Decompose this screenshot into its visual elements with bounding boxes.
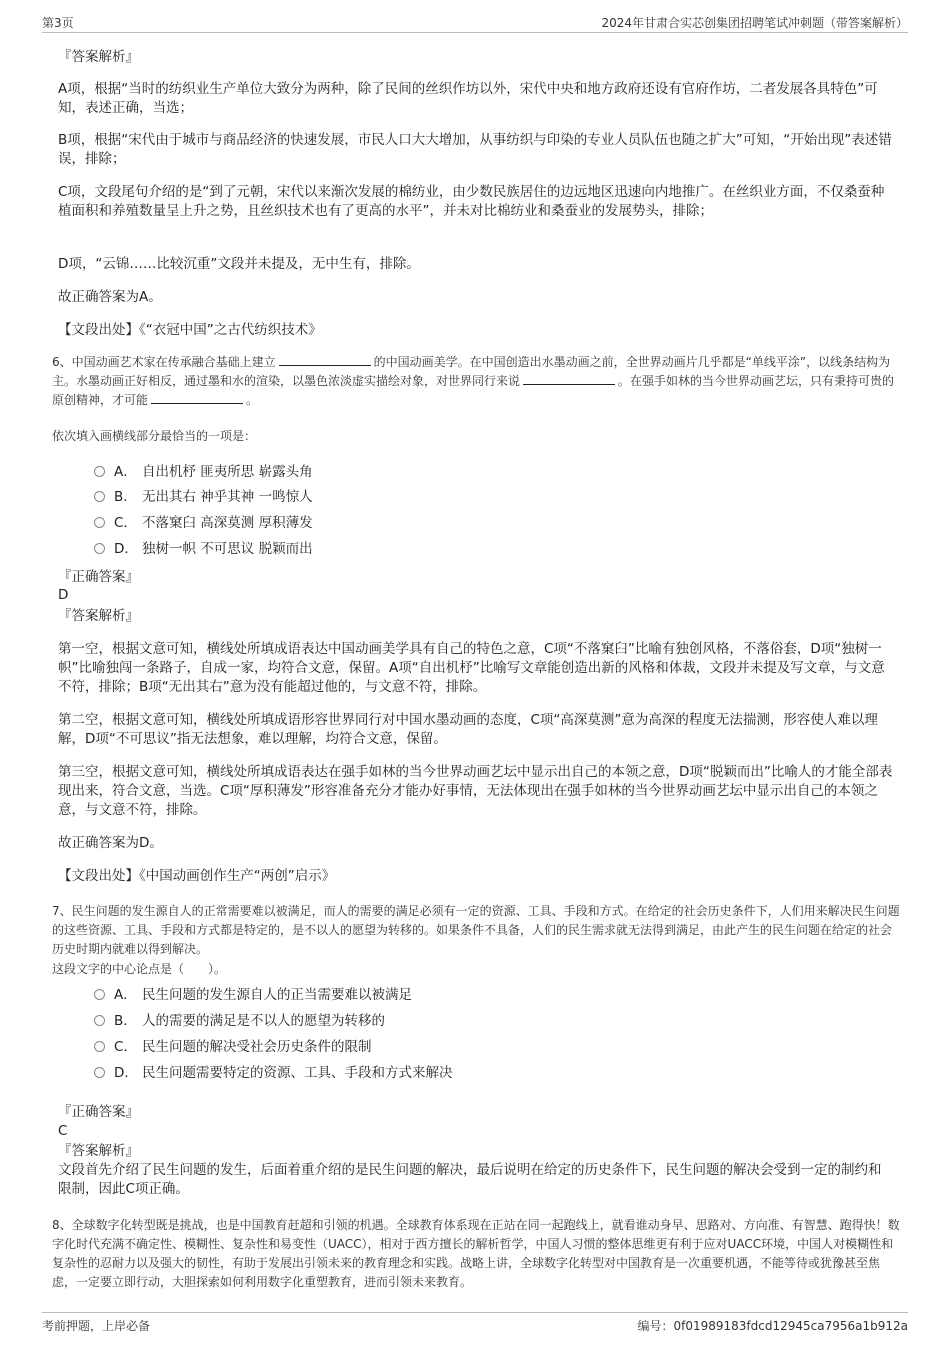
radio-icon[interactable] — [94, 466, 105, 477]
blank-2 — [523, 372, 615, 385]
blank-1 — [279, 353, 371, 366]
radio-icon[interactable] — [94, 491, 105, 502]
blank-3 — [151, 391, 243, 404]
q6-analysis-1: 第一空，根据文意可知，横线处所填成语表达中国动画美学具有自己的特色之意，C项“不落窠臼”比喻有独创风格，不落俗套，D项“独树一帜”比喻独闯一条路子，自成一家，均符合文意，保留。A项“自出机杼”比喻写文章能创造出新的风格和体裁，文段并未提及写文章，与文意不符，排除；B项“无出其右”意为没有能超过他的，与文意不符，排除。 — [58, 641, 885, 695]
q7-answer: C — [58, 1123, 68, 1139]
q5-conclusion: 故正确答案为A。 — [58, 289, 162, 305]
q5-source: 【文段出处】《“衣冠中国”之古代纺织技术》 — [58, 322, 322, 338]
q6-option-c[interactable]: C． 不落窠臼 高深莫测 厚积薄发 — [94, 514, 313, 532]
radio-icon[interactable] — [94, 1015, 105, 1026]
q5-analysis-label: 『答案解析』 — [58, 49, 139, 65]
q6-analysis-label: 『答案解析』 — [58, 608, 139, 624]
q7-analysis: 文段首先介绍了民生问题的发生，后面着重介绍的是民生问题的解决，最后说明在给定的历史条件下，民生问题的解决会受到一定的制约和限制，因此C项正确。 — [58, 1162, 882, 1197]
q8-stem: 8、全球数字化转型既是挑战，也是中国教育赶超和引领的机遇。全球教育体系现在正站在同一起跑线上，就看谁动身早、思路对、方向准、有智慧、跑得快！数字化时代充满不确定性、模糊性、复杂性和易变性（UACC），相对于西方擅长的解析哲学，中国人习惯的整体思维更有利于应对UACC环境，中国人对模糊性和复杂性的忍耐力以及强大的韧性，有助于发展出引领未来的教育理念和实践。战略上讲，全球数字化转型对中国教育是一次重要机遇，不能等待或犹豫甚至焦虑，一定要立即行动，大胆探索如何利用数字化重塑教育，进而引领未来教育。 — [52, 1218, 900, 1289]
q7-stem: 7、民生问题的发生源自人的正常需要难以被满足，而人的需要的满足必须有一定的资源、工具、手段和方式。在给定的社会历史条件下，人们用来解决民生问题的这些资源、工具、手段和方式都是特定的，是不以人的愿望为转移的。如果条件不具备，人们的民生需求就无法得到满足，由此产生的民生问题在给定的社会历史时期内就难以得到解决。 — [52, 904, 900, 956]
q6-option-b[interactable]: B． 无出其右 神乎其神 一鸣惊人 — [94, 488, 313, 506]
q5-analysis-b: B项，根据“宋代由于城市与商品经济的快速发展，市民人口大大增加，从事纺织与印染的专业人员队伍也随之扩大”可知，“开始出现”表述错误，排除； — [58, 132, 892, 167]
radio-icon[interactable] — [94, 1067, 105, 1078]
q6-source: 【文段出处】《中国动画创作生产“两创”启示》 — [58, 868, 336, 884]
q7-option-d[interactable]: D． 民生问题需要特定的资源、工具、手段和方式来解决 — [94, 1064, 453, 1082]
radio-icon[interactable] — [94, 1041, 105, 1052]
q7-answer-label: 『正确答案』 — [58, 1104, 139, 1120]
footer-serial: 编号：0f01989183fdcd12945ca7956a1b912a — [637, 1319, 908, 1333]
radio-icon[interactable] — [94, 517, 105, 528]
page-number: 第3页 — [42, 16, 74, 30]
q6-analysis-3: 第三空，根据文意可知，横线处所填成语表达在强手如林的当今世界动画艺坛中显示出自己的本领之意，D项“脱颖而出”比喻人的才能全部表现出来，符合文意，当选。C项“厚积薄发”形容准备充分才能办好事情，无法体现出在强手如林的当今世界动画艺坛中显示出自己的本领之意，与文意不符，排除。 — [58, 764, 893, 818]
document-title: 2024年甘肃合实芯创集团招聘笔试冲刺题（带答案解析） — [601, 16, 908, 30]
q6-stem: 6、中国动画艺术家在传承融合基础上建立 的中国动画美学。在中国创造出水墨动画之前，全世界动画片几乎都是“单线平涂”，以线条结构为主。水墨动画正好相反，通过墨和水的渲染，以墨色浓淡虚实描绘对象，对世界同行来说 。在强手如林的当今世界动画艺坛，只有秉持可贵的原创精神，才可能 。 — [52, 355, 895, 407]
radio-icon[interactable] — [94, 543, 105, 554]
q6-analysis-2: 第二空，根据文意可知，横线处所填成语形容世界同行对中国水墨动画的态度，C项“高深莫测”意为高深的程度无法揣测，形容使人难以理解，D项“不可思议”指无法想象，难以理解，均符合文意，保留。 — [58, 712, 878, 747]
q6-conclusion: 故正确答案为D。 — [58, 835, 163, 851]
q7-question: 这段文字的中心论点是（ ）。 — [52, 962, 227, 976]
q7-option-c[interactable]: C． 民生问题的解决受社会历史条件的限制 — [94, 1038, 372, 1056]
q7-option-b[interactable]: B． 人的需要的满足是不以人的愿望为转移的 — [94, 1012, 385, 1030]
q6-answer-label: 『正确答案』 — [58, 569, 139, 585]
q7-analysis-label: 『答案解析』 — [58, 1143, 139, 1159]
q5-analysis-a: A项，根据“当时的纺织业生产单位大致分为两种，除了民间的丝织作坊以外，宋代中央和地方政府还设有官府作坊，二者发展各具特色”可知，表述正确，当选； — [58, 81, 878, 116]
q6-option-a[interactable]: A． 自出机杼 匪夷所思 崭露头角 — [94, 463, 313, 481]
q5-analysis-c: C项，文段尾句介绍的是“到了元朝，宋代以来渐次发展的棉纺业，由少数民族居住的边远地区迅速向内地推广。在丝织业方面，不仅桑蚕种植面积和养殖数量呈上升之势，且丝织技术也有了更高的水平”，并未对比棉纺业和桑蚕业的发展势头，排除； — [58, 184, 885, 219]
page-footer — [42, 1312, 908, 1335]
page-header — [42, 12, 908, 33]
radio-icon[interactable] — [94, 989, 105, 1000]
q7-option-a[interactable]: A． 民生问题的发生源自人的正当需要难以被满足 — [94, 986, 412, 1004]
q5-analysis-d: D项，“云锦……比较沉重”文段并未提及，无中生有，排除。 — [58, 256, 420, 272]
q6-answer: D — [58, 587, 69, 603]
q6-instruction: 依次填入画横线部分最恰当的一项是： — [52, 429, 257, 443]
q6-option-d[interactable]: D． 独树一帜 不可思议 脱颖而出 — [94, 540, 313, 558]
footer-slogan: 考前押题，上岸必备 — [42, 1319, 151, 1333]
